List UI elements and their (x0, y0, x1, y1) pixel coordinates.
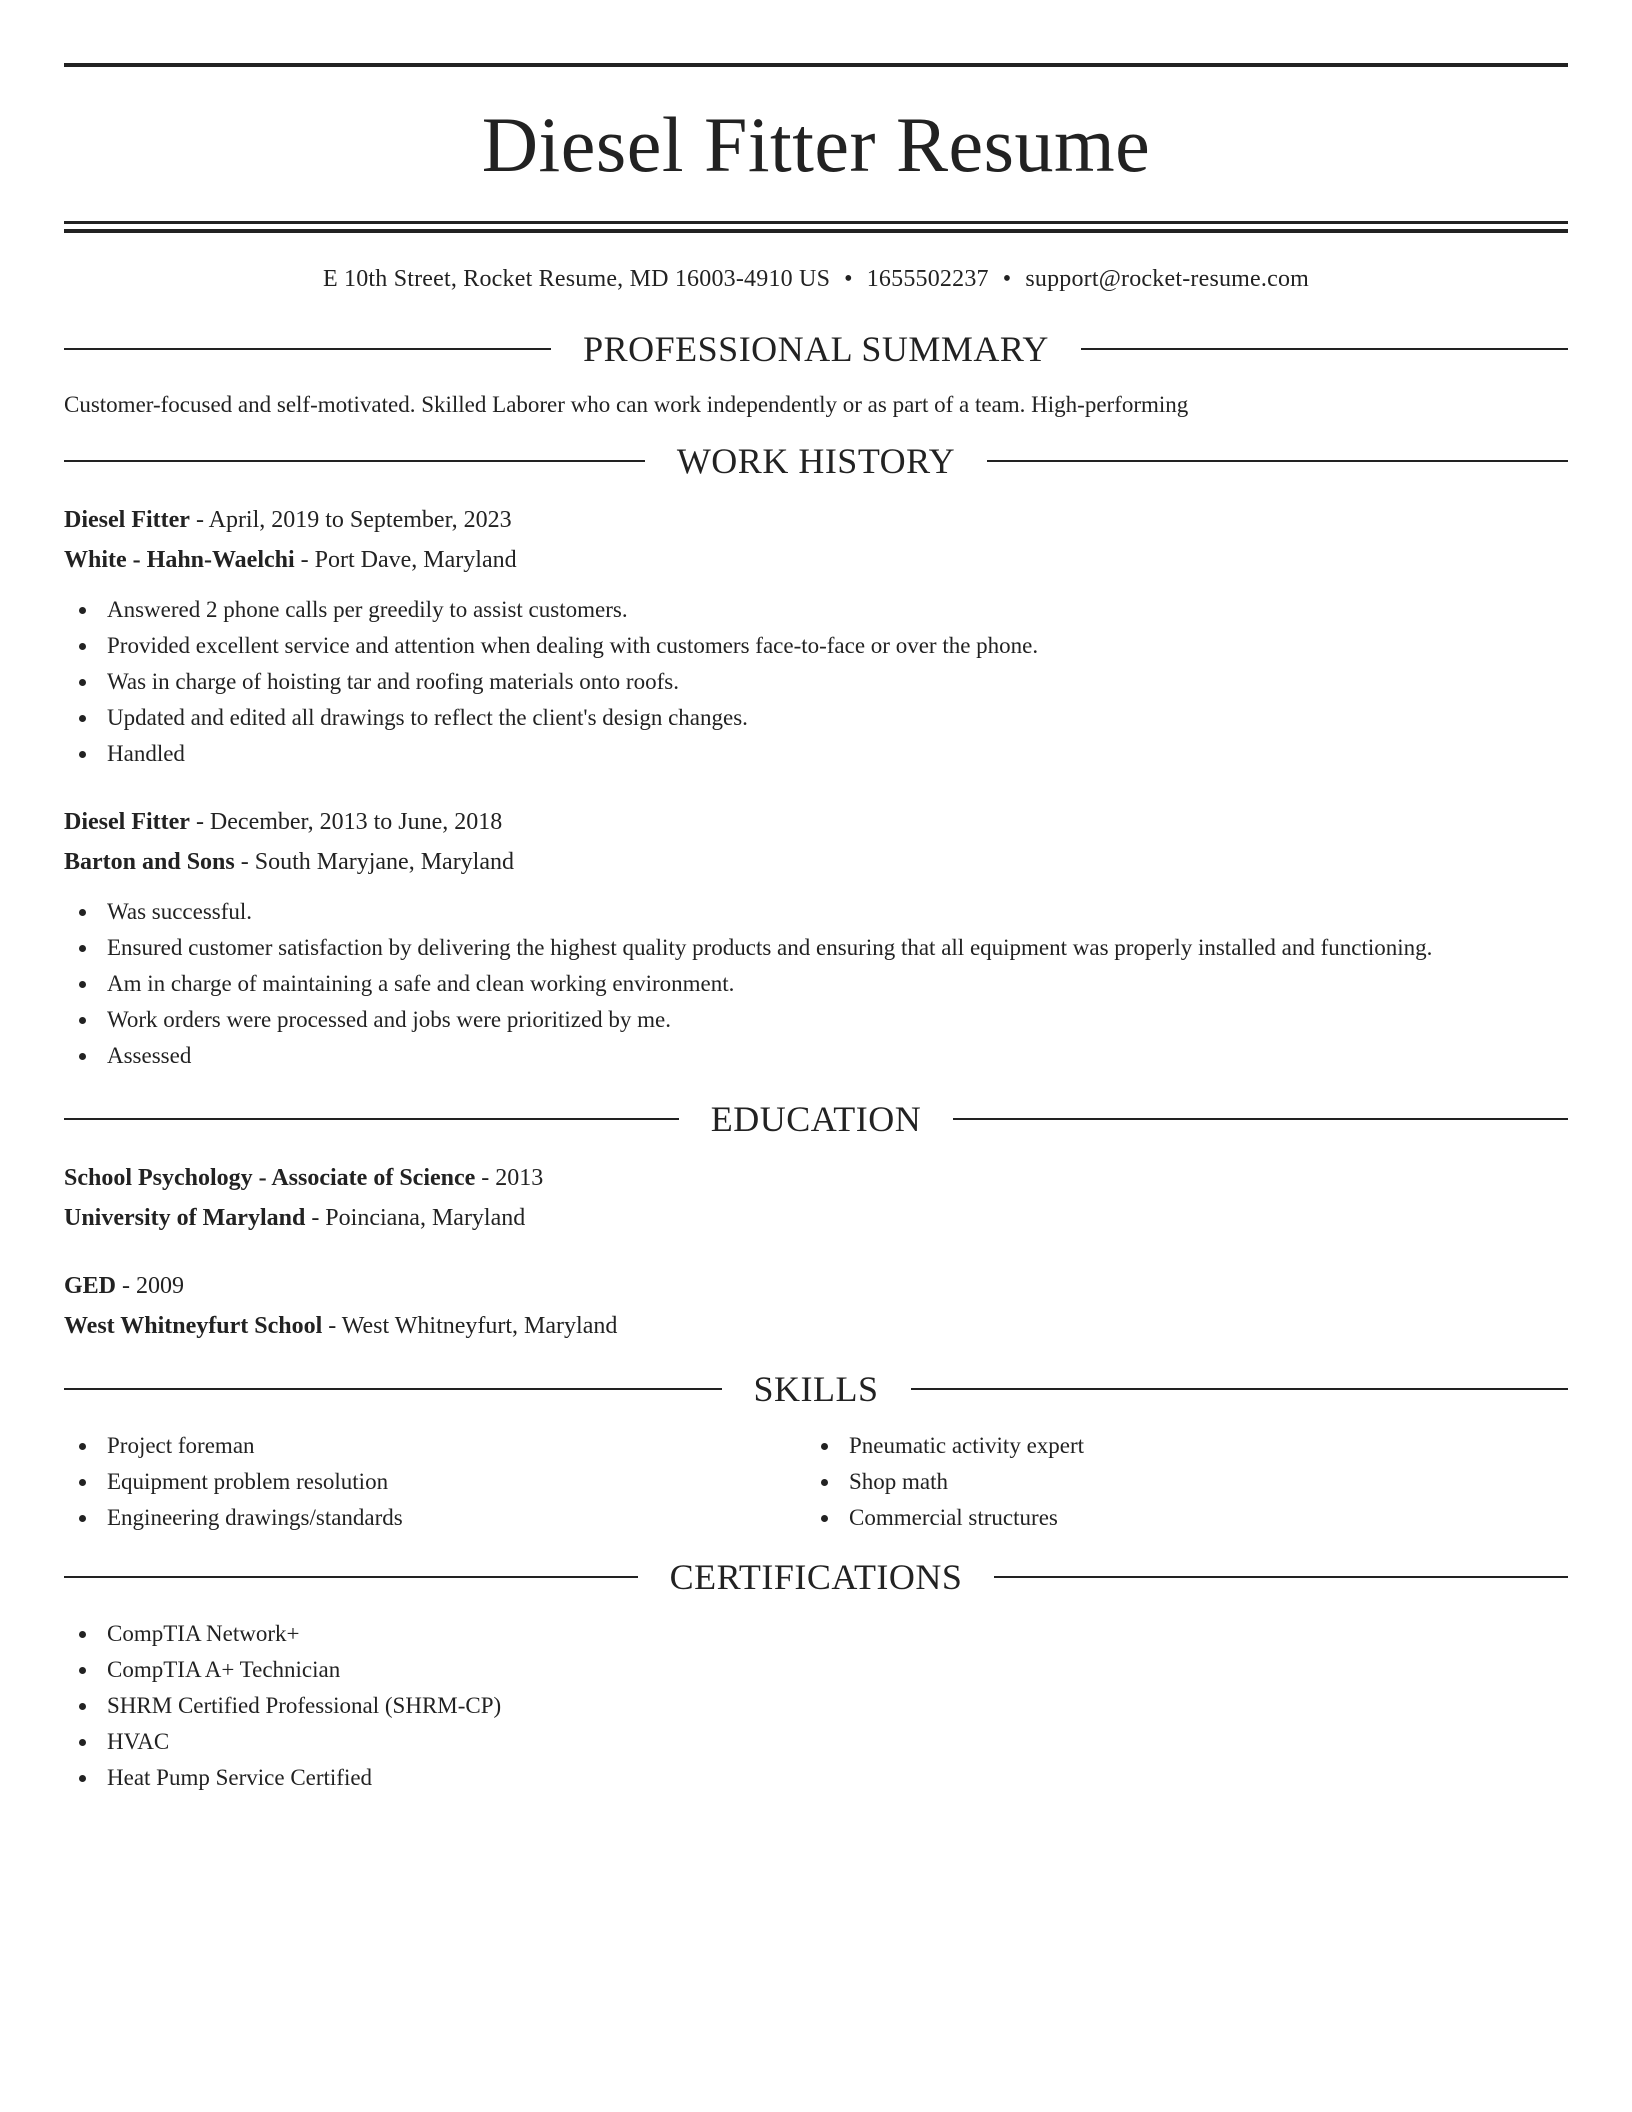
bullet-icon (79, 715, 86, 722)
list-item: Pneumatic activity expert (806, 1428, 1548, 1464)
section-heading-skills (64, 1368, 1568, 1410)
contact-separator: • (844, 266, 853, 292)
list-item: Was successful. (64, 894, 1568, 930)
bullet-icon (79, 1017, 86, 1024)
section-title-summary: PROFESSIONAL SUMMARY (583, 329, 1049, 369)
section-rule-left (64, 348, 551, 350)
job-duties-list (64, 592, 1568, 772)
degree-line (64, 1266, 1568, 1306)
skills-list-left (64, 1428, 806, 1536)
list-item: Ensured customer satisfaction by delivering the highest quality products and ensuring that all equipment was properly installed and functioning. (64, 930, 1568, 966)
section-heading-work (64, 440, 1568, 482)
employer-name: Barton and Sons (64, 849, 235, 875)
header-double-rule (64, 221, 1568, 233)
bullet-icon (79, 1443, 86, 1450)
school-name: West Whitneyfurt School (64, 1313, 323, 1339)
job-title: Diesel Fitter (64, 809, 190, 835)
section-heading-education (64, 1098, 1568, 1140)
list-item: CompTIA A+ Technician (64, 1652, 1568, 1688)
list-item: Engineering drawings/standards (64, 1500, 806, 1536)
section-rule-left (64, 1576, 638, 1578)
resume-title: Diesel Fitter Resume (481, 101, 1151, 188)
bullet-icon (821, 1443, 828, 1450)
employer-location: - Port Dave, Maryland (294, 547, 517, 573)
header-top-rule (64, 63, 1568, 67)
list-item: Commercial structures (806, 1500, 1548, 1536)
bullet-icon (79, 981, 86, 988)
section-rule-left (64, 1388, 722, 1390)
school-name: University of Maryland (64, 1205, 306, 1231)
section-heading-summary (64, 328, 1568, 370)
employer-location: - South Maryjane, Maryland (234, 849, 515, 875)
school-line (64, 1198, 1568, 1238)
job-title: Diesel Fitter (64, 507, 190, 533)
list-item: Am in charge of maintaining a safe and clean working environment. (64, 966, 1568, 1002)
job-duties-list (64, 894, 1568, 1074)
list-item: Provided excellent service and attention when dealing with customers face-to-face or over the phone. (64, 628, 1568, 664)
contact-separator: • (1002, 266, 1012, 292)
job-title-line (64, 802, 1568, 842)
list-item: Updated and edited all drawings to reflect the client's design changes. (64, 700, 1568, 736)
school-location: - West Whitneyfurt, Maryland (322, 1313, 618, 1339)
section-heading-certifications (64, 1556, 1568, 1598)
list-item: Work orders were processed and jobs were prioritized by me. (64, 1002, 1568, 1038)
certifications-list (64, 1616, 1568, 1796)
bullet-icon (79, 1667, 86, 1674)
section-title-skills: SKILLS (753, 1369, 879, 1409)
bullet-icon (821, 1515, 828, 1522)
bullet-icon (79, 1775, 86, 1782)
list-item: Shop math (806, 1464, 1548, 1500)
school-line (64, 1306, 1568, 1346)
summary-text: Customer-focused and self-motivated. Skilled Laborer who can work independently or as part of a team. High-performing (64, 392, 1189, 417)
bullet-icon (79, 945, 86, 952)
list-item: Equipment problem resolution (64, 1464, 806, 1500)
bullet-icon (79, 1479, 86, 1486)
work-entry (64, 802, 1568, 1074)
employer-name: White - Hahn-Waelchi (64, 547, 295, 573)
contact-email: support@rocket-resume.com (1025, 266, 1310, 292)
bullet-icon (79, 909, 86, 916)
section-rule-right (911, 1388, 1569, 1390)
bullet-icon (79, 1631, 86, 1638)
job-dates: - April, 2019 to September, 2023 (189, 507, 512, 533)
bullet-icon (79, 1739, 86, 1746)
job-dates: - December, 2013 to June, 2018 (189, 809, 503, 835)
bullet-icon (79, 679, 86, 686)
list-item: Answered 2 phone calls per greedily to assist customers. (64, 592, 1568, 628)
school-location: - Poinciana, Maryland (305, 1205, 526, 1231)
contact-phone: 1655502237 (866, 266, 989, 292)
bullet-icon (821, 1479, 828, 1486)
section-rule-right (953, 1118, 1568, 1120)
bullet-icon (79, 607, 86, 614)
bullet-icon (79, 1053, 86, 1060)
list-item: Handled (64, 736, 1568, 772)
degree-line (64, 1158, 1568, 1198)
bullet-icon (79, 643, 86, 650)
list-item: SHRM Certified Professional (SHRM-CP) (64, 1688, 1568, 1724)
education-entry (64, 1266, 1568, 1346)
list-item: HVAC (64, 1724, 1568, 1760)
education-entry (64, 1158, 1568, 1238)
bullet-icon (79, 751, 86, 758)
contact-address: E 10th Street, Rocket Resume, MD 16003-4910 US (322, 266, 831, 292)
section-rule-right (987, 460, 1568, 462)
job-title-line (64, 500, 1568, 540)
degree-year: - 2009 (116, 1273, 185, 1299)
section-rule-right (1081, 348, 1568, 350)
list-item: Project foreman (64, 1428, 806, 1464)
skills-columns (64, 1428, 1568, 1536)
employer-line (64, 842, 1568, 882)
section-rule-right (994, 1576, 1568, 1578)
list-item: Heat Pump Service Certified (64, 1760, 1568, 1796)
degree-name: GED (64, 1273, 117, 1299)
skills-list-right (806, 1428, 1548, 1536)
bullet-icon (79, 1515, 86, 1522)
degree-year: - 2013 (475, 1165, 544, 1191)
work-entry (64, 500, 1568, 772)
list-item: CompTIA Network+ (64, 1616, 1568, 1652)
degree-name: School Psychology - Associate of Science (64, 1165, 476, 1191)
list-item: Was in charge of hoisting tar and roofing materials onto roofs. (64, 664, 1568, 700)
bullet-icon (79, 1703, 86, 1710)
contact-line (64, 264, 1568, 294)
section-title-certifications: CERTIFICATIONS (669, 1557, 963, 1597)
employer-line (64, 540, 1568, 580)
list-item: Assessed (64, 1038, 1568, 1074)
section-title-education: EDUCATION (710, 1099, 922, 1139)
section-title-work: WORK HISTORY (676, 441, 956, 481)
section-rule-left (64, 1118, 679, 1120)
section-rule-left (64, 460, 645, 462)
